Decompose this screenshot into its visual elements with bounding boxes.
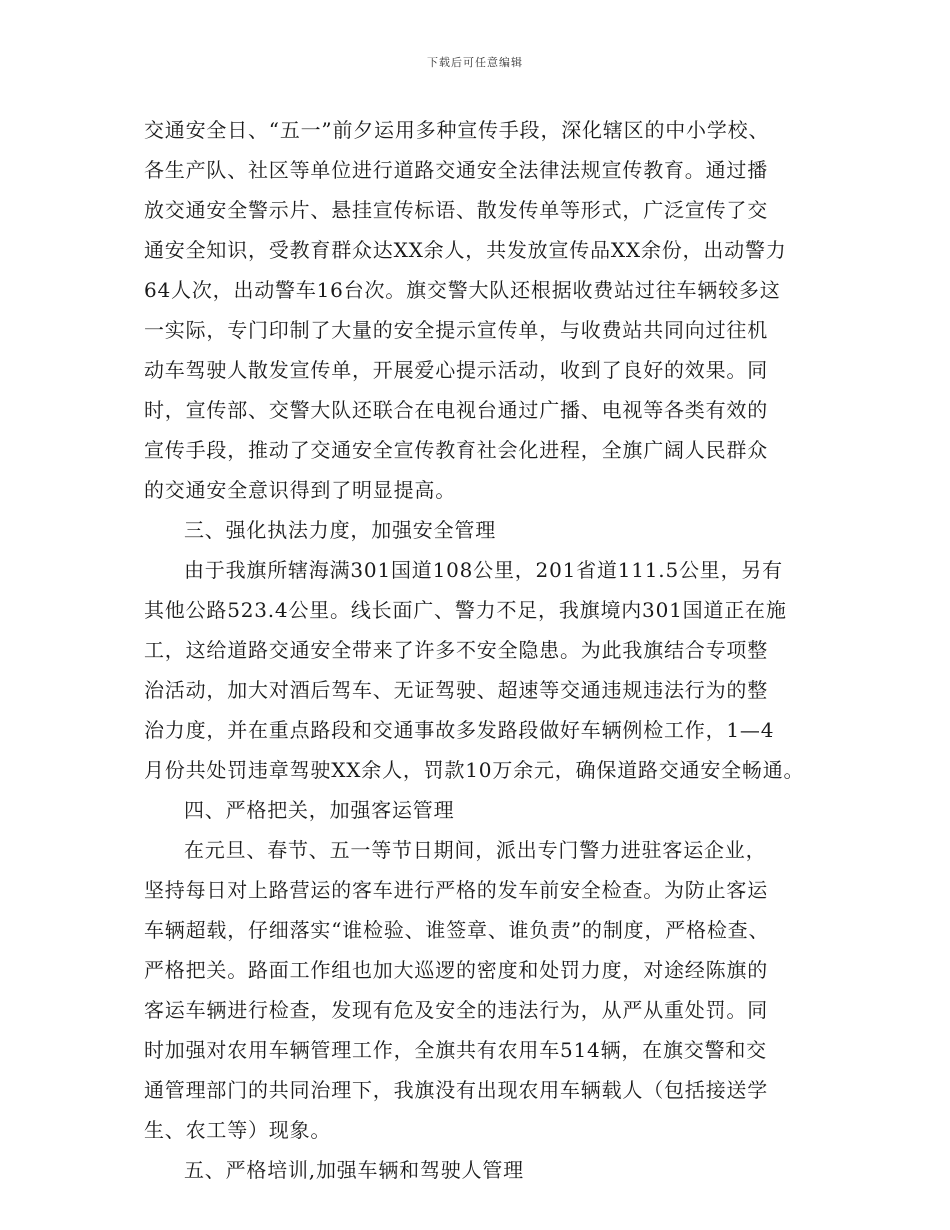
paragraph-line: 64人次，出动警车16台次。旗交警大队还根据收费站过往车辆较多这 xyxy=(144,278,781,302)
paragraph-line: 月份共处罚违章驾驶XX余人，罚款10万余元，确保道路交通安全畅通。 xyxy=(144,758,805,782)
paragraph-line: 在元旦、春节、五一等节日期间，派出专门警力进驻客运企业， xyxy=(184,838,767,862)
paragraph-line: 由于我旗所辖海满301国道108公里，201省道111.5公里，另有 xyxy=(184,558,783,582)
paragraph-line: 时加强对农用车辆管理工作，全旗共有农用车514辆，在旗交警和交 xyxy=(144,1038,767,1062)
paragraph-line: 通安全知识，受教育群众达XX余人，共发放宣传品XX余份，出动警力 xyxy=(144,238,787,262)
paragraph-line: 生、农工等）现象。 xyxy=(144,1118,332,1142)
paragraph-line: 治活动，加大对酒后驾车、无证驾驶、超速等交通违规违法行为的整 xyxy=(144,678,768,702)
paragraph-line: 严格把关。路面工作组也加大巡逻的密度和处罚力度，对途经陈旗的 xyxy=(144,958,768,982)
paragraph-line: 一实际，专门印制了大量的安全提示宣传单，与收费站共同向过往机 xyxy=(144,318,768,342)
paragraph-line: 放交通安全警示片、悬挂宣传标语、散发传单等形式，广泛宣传了交 xyxy=(144,198,768,222)
document-body xyxy=(144,110,834,1190)
paragraph-line: 治力度，并在重点路段和交通事故多发路段做好车辆例检工作，1—4 xyxy=(144,718,775,742)
paragraph-line: 动车驾驶人散发宣传单，开展爱心提示活动，收到了良好的效果。同 xyxy=(144,358,768,382)
section-heading: 三、强化执法力度，加强安全管理 xyxy=(184,518,496,542)
paragraph-line: 通管理部门的共同治理下，我旗没有出现农用车辆载人（包括接送学 xyxy=(144,1078,768,1102)
paragraph-line: 车辆超载，仔细落实“谁检验、谁签章、谁负责”的制度，严格检查、 xyxy=(144,918,770,942)
paragraph-line: 时，宣传部、交警大队还联合在电视台通过广播、电视等各类有效的 xyxy=(144,398,768,422)
section-heading: 五、严格培训,加强车辆和驾驶人管理 xyxy=(184,1158,524,1182)
paragraph-line: 工，这给道路交通安全带来了许多不安全隐患。为此我旗结合专项整 xyxy=(144,638,768,662)
section-heading: 四、严格把关，加强客运管理 xyxy=(184,798,455,822)
paragraph-line: 交通安全日、“五一”前夕运用多种宣传手段，深化辖区的中小学校、 xyxy=(144,118,770,142)
paragraph-line: 的交通安全意识得到了明显提高。 xyxy=(144,478,456,502)
paragraph-line: 宣传手段，推动了交通安全宣传教育社会化进程，全旗广阔人民群众 xyxy=(144,438,768,462)
paragraph-line: 客运车辆进行检查，发现有危及安全的违法行为，从严从重处罚。同 xyxy=(144,998,768,1022)
paragraph-line: 各生产队、社区等单位进行道路交通安全法律法规宣传教育。通过播 xyxy=(144,158,768,182)
paragraph-line: 坚持每日对上路营运的客车进行严格的发车前安全检查。为防止客运 xyxy=(144,878,768,902)
paragraph-line: 其他公路523.4公里。线长面广、警力不足，我旗境内301国道正在施 xyxy=(144,598,787,622)
page-header: 下载后可任意编辑 xyxy=(427,56,523,69)
